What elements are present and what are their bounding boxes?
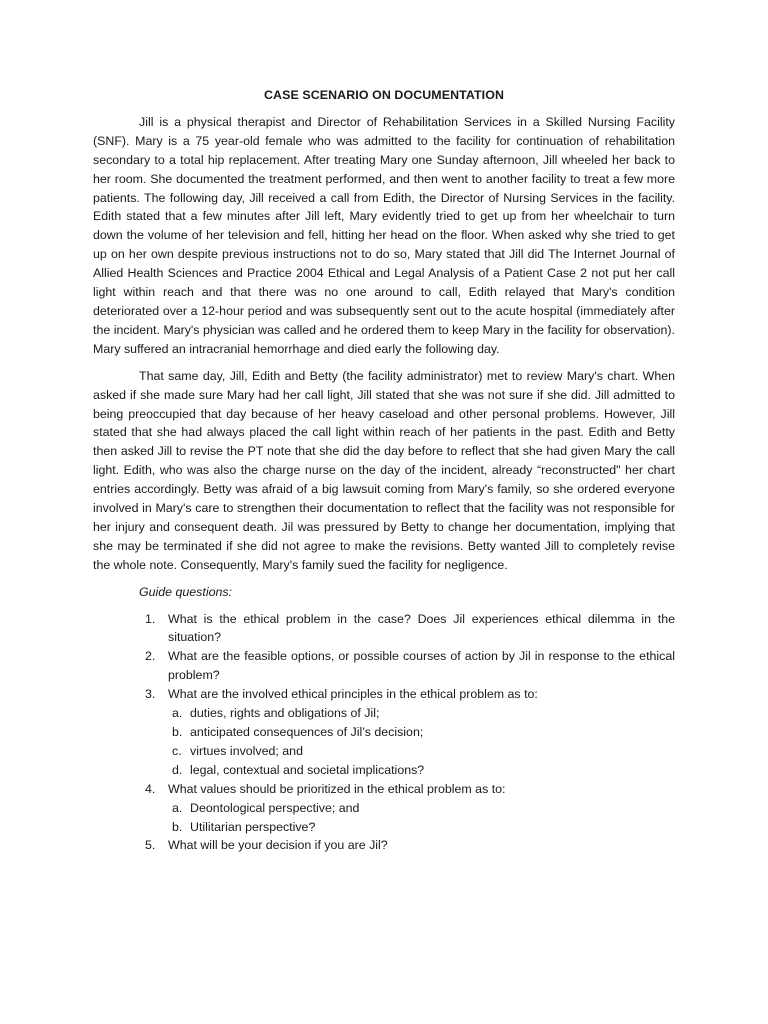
case-paragraph-2: That same day, Jill, Edith and Betty (the facility administrator) met to review Mary's chart. When asked if she made sure Mary had her call light, Jill stated that she was not sure if she did. Jill admitted to being preoccupied that day because of her heavy caseload and other personal problems. However, Jill stated that she had always placed the call light within reach of her patients in the past. Edith and Betty then asked Jill to revise the PT note that she did the day before to reflect that she had given Mary the call light. Edith, who was also the charge nurse on the day of the incident, already “reconstructed" her chart entries accordingly. Betty was afraid of a big lawsuit coming from Mary's family, so she ordered everyone involved in Mary's care to strengthen their documentation to reflect that the facility was not responsible for her injury and consequent death. Jil was pressured by Betty to change her documentation, implying that she may be terminated if she did not agree to make the revisions. Betty wanted Jill to completely revise the whole note. Consequently, Mary's family sued the facility for negligence. (93, 368, 675, 572)
question-item (93, 836, 675, 855)
question-item (93, 685, 675, 780)
question-item (93, 610, 675, 648)
question-list (93, 610, 675, 856)
sub-question-list (168, 799, 675, 837)
sub-question-letter: b. (172, 819, 183, 834)
sub-question-letter: a. (172, 800, 183, 815)
case-paragraph-1: Jill is a physical therapist and Director of Rehabilitation Services in a Skilled Nursing Facility (SNF). Mary is a 75 year-old female who was admitted to the facility for continuation of rehabilitation secondary to a total hip replacement. After treating Mary one Sunday afternoon, Jill wheeled her back to her room. She documented the treatment performed, and then went to another facility to treat a few more patients. The following day, Jill received a call from Edith, the Director of Nursing Services in the facility. Edith stated that a few minutes after Jill left, Mary evidently tried to get up from her wheelchair to turn down the volume of her television and fell, hitting her head on the floor. When asked why she tried to get up on her own despite previous instructions not to do so, Mary stated that Jill did The Internet Journal of Allied Health Sciences and Practice 2004 Ethical and Legal Analysis of a Patient Case 2 not put her call light within reach and that there was no one around to call, Edith relayed that Mary's condition deteriorated over a 12-hour period and was subsequently sent out to the acute hospital (immediately after the incident. Mary's physician was called and he ordered them to keep Mary in the facility for observation). Mary suffered an intracranial hemorrhage and died early the following day. (93, 114, 675, 356)
question-number: 3. (145, 687, 156, 702)
document-page (93, 86, 675, 855)
sub-question-text: virtues involved; and (190, 743, 303, 758)
question-text: What is the ethical problem in the case? Does Jil experiences ethical dilemma in the situation? (168, 611, 675, 645)
sub-question-text: Utilitarian perspective? (190, 819, 316, 834)
question-item (93, 780, 675, 837)
sub-question-list (168, 704, 675, 780)
question-text: What are the feasible options, or possible courses of action by Jil in response to the ethical problem? (168, 649, 675, 683)
sub-question-text: legal, contextual and societal implications? (190, 762, 425, 777)
guide-questions-label: Guide questions: (139, 584, 232, 599)
question-number: 1. (145, 611, 156, 626)
sub-question-text: anticipated consequences of Jil’s decision; (190, 725, 424, 739)
question-number: 5. (145, 838, 156, 853)
question-text: What values should be prioritized in the ethical problem as to: (168, 781, 506, 796)
sub-question-letter: a. (172, 706, 183, 721)
question-number: 2. (145, 649, 156, 664)
sub-question-item (168, 761, 675, 780)
sub-question-letter: b. (172, 725, 183, 739)
sub-question-text: Deontological perspective; and (190, 800, 360, 815)
document-title: CASE SCENARIO ON DOCUMENTATION (263, 88, 505, 102)
sub-question-item (168, 818, 675, 837)
sub-question-letter: c. (172, 743, 182, 758)
sub-question-letter: d. (172, 762, 183, 777)
question-item (93, 647, 675, 685)
sub-question-text: duties, rights and obligations of Jil; (190, 706, 380, 721)
sub-question-item (168, 742, 675, 761)
sub-question-item (168, 704, 675, 723)
sub-question-item (168, 723, 675, 742)
sub-question-item (168, 799, 675, 818)
question-text: What are the involved ethical principles in the ethical problem as to: (168, 687, 538, 702)
question-number: 4. (145, 781, 156, 796)
question-text: What will be your decision if you are Jil? (168, 838, 388, 853)
